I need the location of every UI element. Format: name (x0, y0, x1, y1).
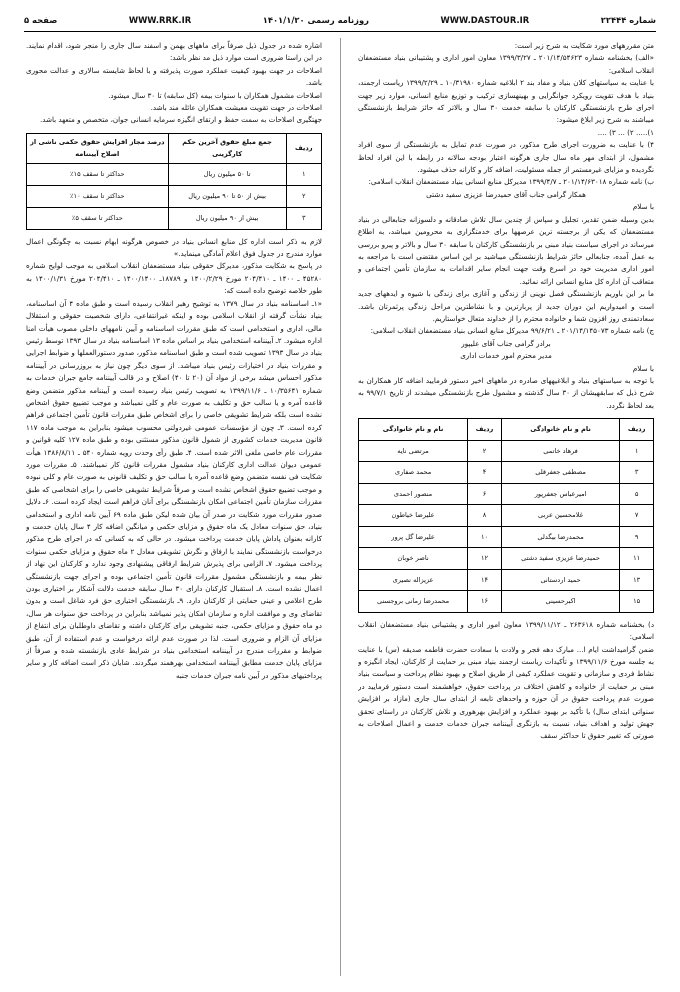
salary-increase-table (26, 133, 322, 230)
paragraph: ما بر این باوریم بازنشستگی فصل نوینی از زندگی و آغازی برای زندگی با شیوه و ایدههای جدید است و امیدواریم این دوران جدید از پربارترین و با نشاطترین مراحل زندگی پرثمرتان باشد. سعادتمندی روز افزون شما و خانواده محترم را از خداوند متعال خواستاریم. (358, 289, 654, 323)
cell: فرهاد خاتمی (501, 440, 619, 462)
cell: ۱۴ (468, 569, 502, 591)
greeting: برادر گرامی جناب آقای علیپور (461, 338, 551, 348)
paragraph: ج) نامه شماره ۲۰۱/۱۴/۱۴۵۰۷۳ ـ ۹۹/۶/۲۱ مدیرکل منابع انسانی بنیاد مستضعفان انقلاب اسلامی: (370, 326, 654, 336)
cell: ۳ (286, 207, 321, 229)
col-header-percent: درصد مجاز افزایش حقوق حکمی ناشی از اصلاح آییننامه (27, 133, 169, 163)
cell: حمیدرضا عزیزی سفید دشتی (501, 548, 619, 570)
cell: ۵ (620, 483, 654, 505)
page-number: صفحه ۵ (24, 15, 58, 25)
cell: حداکثر تا سقف ۱۰٪ (27, 185, 169, 207)
left-column (26, 40, 322, 985)
paragraph: «الف) بخشنامه شماره ۲۰۱/۱۴/۵۴۶۲۳ ـ ۱۳۹۹/۳/۲۷ معاون امور اداری و پشتیبانی بنیاد مستضعفان انقلاب اسلامی: (358, 53, 654, 75)
col-header-name: نام و نام خانوادگی (359, 419, 468, 441)
table-row (359, 526, 654, 548)
cell: حداکثر تا سقف ۵٪ (27, 207, 169, 229)
cell: ۱۶ (468, 591, 502, 613)
table-row (359, 462, 654, 484)
cell: ۱ (620, 440, 654, 462)
cell: ۱۵ (620, 591, 654, 613)
site-rrk[interactable]: WWW.RRK.IR (128, 15, 192, 25)
paragraph: اصلاحات مشمول همکاران با سنوات بیمه (کل سابقه) تا ۳۰ سال میشود. (108, 90, 322, 100)
paragraph: در پاسخ به شکایت مذکور، مدیرکل حقوقی بنیاد مستضعفان انقلاب اسلامی به موجب لوایح شماره ۴۵۲۸۰ ـ ۱۴۰۰ ـ ۲۰۴/۴۱۰ مورخ ۱۴۰۰/۲/۲۹ و ۱۸۷۸۹ـ ۱۴۰۰/۱۴۰۰ ـ ۲۰۴/۴۱۰ مورخ ۱۴۰۰/۱/۳۱ به طور خلاصه توضیح داده است که: (26, 261, 322, 296)
gazette-date: روزنامه رسمی ۱۴۰۱/۱/۲۰ (262, 15, 370, 25)
table-row (359, 569, 654, 591)
paragraph: متن مقررههای مورد شکایت به شرح زیر است: (514, 41, 654, 50)
cell: ۹ (620, 526, 654, 548)
col-header-row: ردیف (286, 133, 321, 163)
cell: امیرعباس جعفرپور (501, 483, 619, 505)
table-row (359, 548, 654, 570)
col-header-row: ردیف (620, 419, 654, 441)
cell: ۲ (286, 185, 321, 207)
cell: ۱۲ (468, 548, 502, 570)
cell: مرتضی نایه (359, 440, 468, 462)
cell: حداکثر تا سقف ۱۵٪ (27, 163, 169, 185)
cell: ۷ (620, 505, 654, 527)
paragraph: ب) نامه شماره ۲۰۱/۱۴/۶۳۰۱۸ ـ ۱۳۹۹/۴/۷ مدیرکل منابع انسانی بنیاد مستضعفان انقلاب اسلامی: (368, 177, 654, 187)
cell: ۱۰ (468, 526, 502, 548)
table-row (27, 207, 322, 229)
col-header-name: نام و نام خانوادگی (501, 419, 619, 441)
paragraph: اشاره شده در جدول ذیل صرفاً برای ماههای بهمن و اسفند سال جاری را منجر شود، اقدام نمایند. در این راستا ضروری است موارد ذیل مد نظر باشد: (26, 41, 322, 63)
issue-number: شماره ۲۲۴۴۴ (600, 15, 656, 25)
paragraph: اصلاحات در جهت بهبود کیفیت عملکرد صورت پذیرفته و با لحاظ شایسته سالاری و عدالت محوری باشد. (26, 65, 322, 88)
cell: ۶ (468, 483, 502, 505)
table-header-row (27, 133, 322, 163)
cell: ۱ (286, 163, 321, 185)
cell: عزیزاله نصیری (359, 569, 468, 591)
salutation: با سلام (632, 363, 654, 373)
col-header-salary: جمع مبلغ حقوق آخرین حکم کارگزینی (168, 133, 286, 163)
cell: ناصر خوبان (359, 548, 468, 570)
paragraph: بدین وسیله ضمن تقدیر، تجلیل و سپاس از چندین سال تلاش صادقانه و دلسوزانه جنابعالی در بنیاد مستضعفان که یکی از برجسته ترین عرصهها برای خدمتگزاری به محرومین میباشد، به اطلاع میرساند در اجرای سیاست بنیاد مبنی بر بازنشستگی کارکنان با سابقه ۳۰ سال و بالاتر و پیرو بررسی به عمل آمده، جنابعالی حائز شرایط بازنشستگی میباشید بر این اساس مقتضی است با مراجعه به امور اداری مدیریت خود در اسرع وقت جهت انجام سایر اقدامات به سازمان تأمین اجتماعی و متعاقب آن اداره کل منابع انسانی ارائه نمائید. (358, 214, 654, 286)
paragraph: ضمن گرامیداشت ایام ا... مبارک دهه فجر و ولادت با سعادت حضرت فاطمه صدیقه (س) با عنایت به جلسه مورخ ۱۳۹۹/۱۱/۶ و تأکیدات ریاست ارجمند بنیاد مبنی بر حمایت از کارکنان، ایجاد انگیزه و نشاط فردی و سازمانی و تقویت عملکرد کیفی از طریق اصلاح و بهبود نظام پرداخت و سیاست بنیاد مبنی بر حمایت از خانواده و کاهش اختلاف در پرداخت حقوق، خواهشمند است دستور فرمایید در صورت عدم پرداخت حقوق در آن حوزه و واحدهای تابعه از ابتدای سال جاری (مازاد بر افزایش سنواتی ابتدای سال) با تأکید بر بهبود عملکرد و افزایش بهرهوری و تلاش کارکنان در راستای تحقق جهش تولید و اهداف بنیاد، نسبت به بازنگری آییننامه جبران خدمات خدمت و اعمال اصلاحات به صورتی که تغییر حقوق تا حداکثر سقف (358, 644, 654, 741)
paragraph: جهتگیری اصلاحات به سمت حفظ و ارتقای انگیزه سرمایه انسانی جوان، متخصص و متعهد باشد. (39, 115, 322, 125)
staff-table (358, 418, 654, 613)
cell: ۳ (620, 462, 654, 484)
greeting: مدیر محترم امور خدمات اداری (460, 351, 552, 361)
cell: مصطفی جعفرقلی (501, 462, 619, 484)
column-divider (340, 38, 341, 976)
right-column (358, 40, 654, 985)
cell: محمدرضا بیگدلی (501, 526, 619, 548)
site-dastour[interactable]: WWW.DASTOUR.IR (440, 15, 530, 25)
greeting: همکار گرامی جناب آقای حمیدرضا عزیزی سفید دشتی (426, 189, 586, 199)
table-header-row (359, 419, 654, 441)
paragraph: با توجه به سیاستهای بنیاد و ابلاغیههای صادره در ماههای اخیر دستور فرمایید اضافه کار همکاران به شرح ذیل که سابقهیشان از ۳۰ سال گذشته و مشمول طرح بازنشستگی میشدند از تاریخ ۹۹/۷/۱ به بعد لحاظ نگردد. (358, 375, 654, 410)
cell: محمد صفاری (359, 462, 468, 484)
salutation: با سلام (632, 202, 654, 212)
table-row (359, 483, 654, 505)
cell: علیرضا خیاطون (359, 505, 468, 527)
table-row (27, 163, 322, 185)
cell: ۱۳ (620, 569, 654, 591)
table-row (359, 505, 654, 527)
cell: ۱۱ (620, 548, 654, 570)
cell: ۸ (468, 505, 502, 527)
cell: ۲ (468, 440, 502, 462)
cell: بیش از ۵۰ تا ۹۰ میلیون ریال (168, 185, 286, 207)
paragraph: د) بخشنامه شماره ۲۶۳۶۱۸ ـ ۱۳۹۹/۱۱/۱۲ معاون امور اداری و پشتیبانی بنیاد مستضعفان انقلاب اسلامی: (358, 619, 654, 642)
page-header (24, 12, 656, 32)
cell: تا ۵۰ میلیون ریال (168, 163, 286, 185)
cell: حمید اردستانی (501, 569, 619, 591)
paragraph: لازم به ذکر است اداره کل منابع انسانی بنیاد در خصوص هرگونه ابهام نسبت به چگونگی اعمال موارد مندرج در جدول فوق اعلام آمادگی مینماید.» (26, 236, 322, 259)
paragraph: ۱)..... ۲) ... ۳) .... (597, 127, 654, 137)
cell: محمدرضا زمانی بروجسنی (359, 591, 468, 613)
table-row (359, 591, 654, 613)
cell: اکبرحسینی (501, 591, 619, 613)
paragraph: ۴) با عنایت به ضرورت اجرای طرح مذکور، در صورت عدم تمایل به بازنشستگی از سوی افراد مشمول، از ابتدای مهر ماه سال جاری هرگونه اعتبار بودجه سالانه در رابطه با این افراد لحاظ نگردیده و مزایای غیرمستمر از جمله مسئولیت، اضافه کار و کارانه حذف میشود. (358, 140, 654, 175)
col-header-row: ردیف (468, 419, 502, 441)
paragraph: با عنایت به سیاستهای کلان بنیاد و مفاد بند ۲ ابلاغیه شماره ۱۰/۳۱۹۸۰ ـ ۱۳۹۹/۲/۲۹ ریاست ارجمند، بنیاد با هدف تقویت رویکرد جوانگرایی و بهینهسازی ترکیب و توزیع منابع انسانی، موارد زیر جهت اجرای طرح بازنشستگی کارکنان با سابقه خدمت ۳۰ سال و بالاتر که حائز شرایط بازنشستگی میباشند به شرح زیر ابلاغ میشود: (358, 78, 654, 125)
cell: ۴ (468, 462, 502, 484)
cell: منصور احمدی (359, 483, 468, 505)
table-row (359, 440, 654, 462)
table-row (27, 185, 322, 207)
cell: غلامحسین عربی (501, 505, 619, 527)
paragraph: «۱ـ اساسنامه بنیاد در سال ۱۳۷۹ به توشیح رهبر انقلاب رسیده است و طبق ماده ۴ آن اساسنامه، بنیاد نشأت گرفته از انقلاب اسلامی بوده و اینکه غیرانتفاعی، دارای شخصیت حقوقی و استقلال مالی، اداری و استخدامی است که طبق مقررات اساسنامه و آیین نامههای داخلی مصوب هیأت امنا اداره میشود. ۲ـ آییننامه استخدامی بنیاد بر اساس ماده ۱۳ اساسنامه بنیاد در سال ۱۳۹۳ توسط رئیس بنیاد در سال ۱۳۹۳ تصویب شده است و طبق اساسنامه مذکور، صدور دستورالعملها و ضوابط اجرایی و مقررات بنیاد در اختیارات رئیس بنیاد میباشد. از سوی دیگر چون نیاز به بروزرسانی در آییننامه مذکور احساس میشد برخی از مواد آن (۲۰ تا ۴۰) اصلاح و در قالب آییننامه جامع جبران خدمات به شماره ۱۰/۳۵۶۴۱ ـ ۱۳۹۹/۱۱/۶ به تصویب رئیس بنیاد رسیده است و آییننامه مذکور متضمن وضع قاعده آمره و یا سالب حق و تکلیف به صورت عام و کلی نمیباشد و موجب تضییع حقوق اشخاص نشده است بلکه شرایط تشویقی خاصی را برای اشخاص طبق مقررات قانون تأمین اجتماعی فراهم کرده است. ۳ـ چون از مؤسسات عمومی غیردولتی محسوب میشود بنابراین به موجب ماده ۱۱۷ قانون مدیریت خدمات کشوری از شمول قانون مذکور مستثنی بوده و طبق ماده ۱۲۷ کلیه قوانین و مقررات عام خاصی ملغی الاثر شده است. ۴ـ طبق رأی وحدت رویه شماره ۵۴۰ ـ ۱۳۸۶/۸/۱۱ هیأت عمومی دیوان عدالت اداری کارکنان بنیاد مشمول مقررات قانون کار نمیباشند. ۵ـ مقررات مورد شکایت فی نفسه متضمن وضع قاعده آمره یا سالب حق و تکلیف قانونی به صورت عام و کلی نبوده و موجب تضییع حقوق اشخاص نشده است و صرفاً شرایط تشویقی خاصی را برای اشخاصی که طبق مقررات سازمان تأمین اجتماعی امکان بازنشستگی برای آنان فراهم است ایجاد کرده است. ۶ـ دلایل صدور مقررات مورد شکایت در صدر آن بیان شده لیکن طبق ماده ۶۹ آیین نامه اداری و استخدامی بنیاد، حق سنوات معادل یک ماه حقوق و مزایای حکمی و میانگین اضافه کار ۴ سال پایان خدمت و کارانه بعنوان پاداش پایان خدمت پرداخت میشود. در حالی که به کسانی که در اجرای طرح مذکور درخواست بازنشستگی نمایند با ارفاق و نگرش تشویقی معادل ۲ ماه حقوق و مزایای حکمی سنوات پرداخت میشود. ۷ـ الزامی برای پذیرش شرایط ارفاقی پیشنهادی وجود ندارد و کارکنان این نهاد از نظر بیمه و بازنشستگی مشمول مقررات قانون تأمین اجتماعی بوده و اجرای جهت بازنشستگی اعمال نشده است. ۸ـ استقبال کارکنان دارای ۳۰ سال سابقه خدمت دلالت آشکار بر اختیاری بودن طرح اعلامی و عینی حمایتی از کارکنان دارد. ۹ـ بازنشستگی اختیاری حق فرد شاغل است و بدون تقاضای وی و موافقت اداره و سازمان امکان پذیر نمیباشد بنابراین در پرداخت حق سنوات هر سال، دو ماه حقوق و مزایای حکمی، جنبه تشویقی برای کارکنان داشته و تقاضای داوطلبان برای انتفاع از مزایای آن الزام و ضروری است. لذا در صورت عدم ارائه درخواست و عدم استفاده از آن، طبق ضوابط و مقررات مندرج در آییننامه استخدامی بنیاد در شرایط عادی بازنشسته شده و صرفاً از مزایای پایان خدمت مطابق آییننامه استخدامی بهرهمند میگردند. شایان ذکر است اضافه کار و سایر پرداختیهای مذکور در آیین نامه جبران خدمات جنبه (26, 298, 322, 680)
cell: بیش از ۹۰ میلیون ریال (168, 207, 286, 229)
paragraph: اصلاحات در جهت تقویت معیشت همکاران عائله مند باشد. (150, 103, 322, 113)
cell: علیرضا گل پرور (359, 526, 468, 548)
